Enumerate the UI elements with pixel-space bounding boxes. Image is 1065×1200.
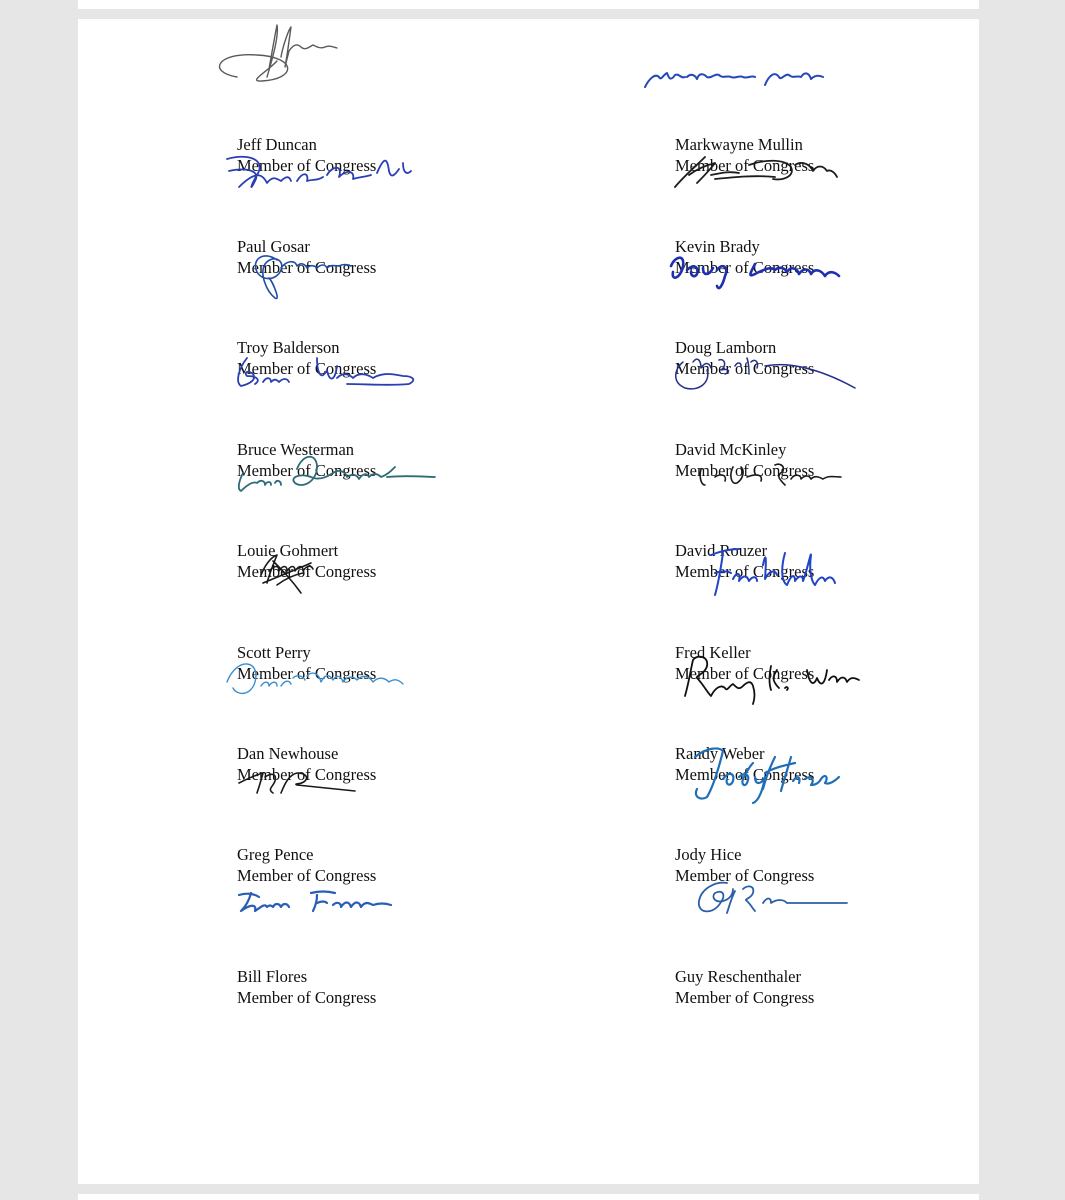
signatory-name: Randy Weber [675, 744, 765, 763]
signatory-name: Jeff Duncan [237, 135, 317, 154]
signature-block-bruce-westerman [237, 334, 497, 480]
signature-image [615, 525, 875, 607]
signature-image [177, 220, 437, 302]
signature-image [177, 525, 437, 607]
signatory-title: Member of Congress [675, 664, 815, 683]
signatory-name: Jody Hice [675, 845, 742, 864]
signatory-title: Member of Congress [675, 562, 815, 581]
previous-page-edge [78, 0, 979, 9]
signatory-title: Member of Congress [237, 988, 377, 1007]
signatory-title: Member of Congress [237, 866, 377, 885]
signature-image [615, 423, 875, 505]
signature-block-jeff-duncan [237, 29, 497, 175]
signature-block-troy-balderson [237, 232, 497, 378]
signatory-name: Bill Flores [237, 967, 308, 986]
signature-block-paul-gosar [237, 131, 497, 277]
signatory-title: Member of Congress [675, 765, 815, 784]
signature-image [177, 423, 437, 505]
signature-block-david-mckinley [675, 334, 935, 480]
signatory-title: Member of Congress [675, 156, 815, 175]
signature-block-dan-newhouse [237, 638, 497, 784]
signature-image [615, 220, 875, 302]
signature-block-david-rouzer [675, 435, 935, 581]
signature-image [177, 119, 437, 201]
signatory-name: Scott Perry [237, 643, 311, 662]
signature-block-scott-perry [237, 537, 497, 683]
signature-image [177, 626, 437, 708]
signatory-name: Doug Lamborn [675, 338, 777, 357]
signatory-name: Troy Balderson [237, 338, 340, 357]
signature-image [615, 727, 875, 809]
signature-block-greg-pence [237, 739, 497, 885]
document-page [78, 19, 979, 1184]
signature-block-markwayne-mullin [675, 29, 935, 175]
signature-image [177, 17, 437, 99]
signature-image [615, 322, 875, 404]
signature-image [615, 849, 875, 931]
signatory-title: Member of Congress [237, 562, 377, 581]
signature-block-guy-reschenthaler [675, 861, 935, 1007]
signature-block-bill-flores [237, 861, 497, 1007]
signature-image [177, 322, 437, 404]
signatory-title: Member of Congress [237, 461, 377, 480]
signature-block-kevin-brady [675, 131, 935, 277]
signature-block-jody-hice [675, 739, 935, 885]
signatory-name: David McKinley [675, 440, 787, 459]
signatory-name: Louie Gohmert [237, 541, 339, 560]
signatory-title: Member of Congress [237, 765, 377, 784]
next-page-edge [78, 1194, 979, 1200]
signature-image [615, 119, 875, 201]
signatory-title: Member of Congress [237, 664, 377, 683]
signature-block-doug-lamborn [675, 232, 935, 378]
signatory-title: Member of Congress [237, 156, 377, 175]
signature-image [615, 17, 875, 99]
signatory-name: Bruce Westerman [237, 440, 355, 459]
signatory-name: Greg Pence [237, 845, 314, 864]
signature-block-louie-gohmert [237, 435, 497, 581]
signatory-name: Dan Newhouse [237, 744, 339, 763]
signature-image [615, 626, 875, 708]
signatory-name: Markwayne Mullin [675, 135, 803, 154]
signatory-title: Member of Congress [237, 359, 377, 378]
signatory-name: Fred Keller [675, 643, 751, 662]
signature-image [177, 727, 437, 809]
signatory-title: Member of Congress [675, 988, 815, 1007]
signature-block-randy-weber [675, 638, 935, 784]
signature-block-fred-keller [675, 537, 935, 683]
signatory-name: Guy Reschenthaler [675, 967, 801, 986]
signatory-name: Paul Gosar [237, 237, 310, 256]
signatory-title: Member of Congress [675, 866, 815, 885]
signatory-name: Kevin Brady [675, 237, 760, 256]
signatory-title: Member of Congress [675, 461, 815, 480]
signatory-title: Member of Congress [675, 258, 815, 277]
signatory-title: Member of Congress [237, 258, 377, 277]
signature-image [177, 849, 437, 931]
signatory-title: Member of Congress [675, 359, 815, 378]
signatory-name: David Rouzer [675, 541, 768, 560]
